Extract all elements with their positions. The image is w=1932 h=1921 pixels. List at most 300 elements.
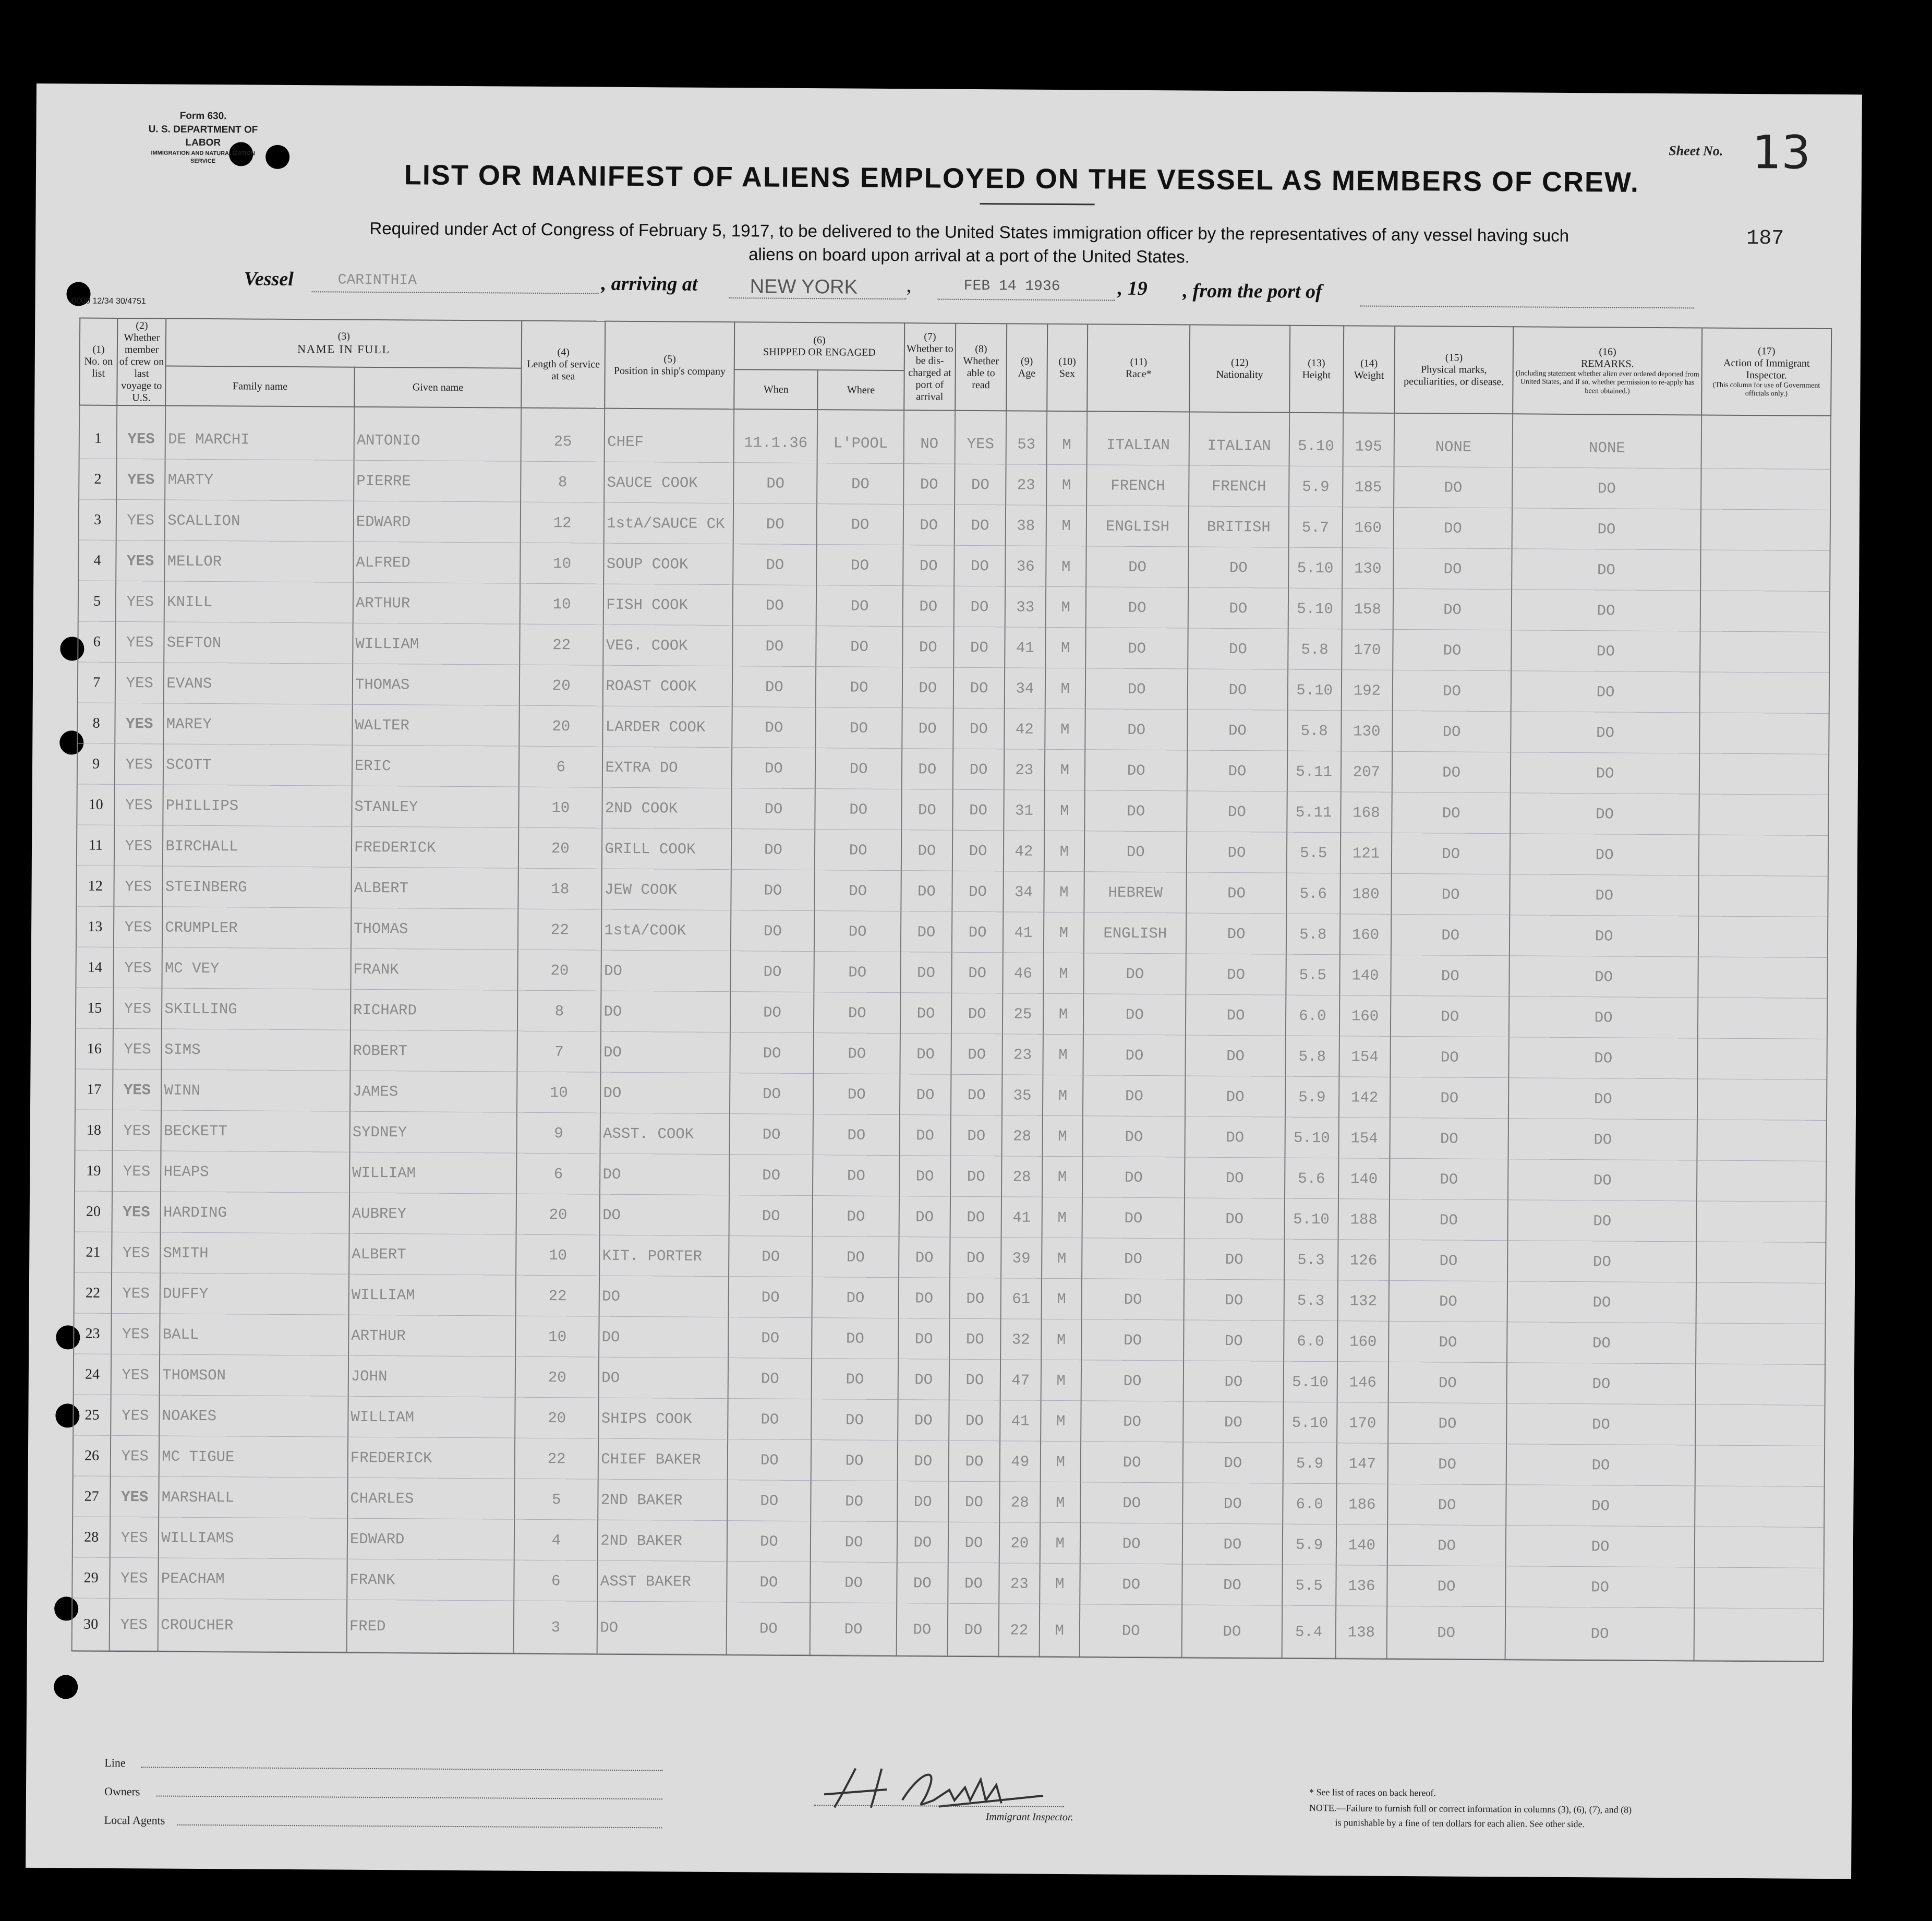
nationality-cell: DO bbox=[1182, 1523, 1283, 1565]
col-service-header: (4) Length of service at sea bbox=[521, 321, 605, 409]
remarks-cell: DO bbox=[1508, 1119, 1697, 1160]
able-to-read-cell: DO bbox=[949, 1400, 1000, 1442]
position-cell: GRILL COOK bbox=[602, 829, 731, 870]
to-be-discharged-cell: DO bbox=[903, 505, 955, 546]
crew-status-cell: YES bbox=[114, 907, 162, 948]
weight-cell: 126 bbox=[1338, 1240, 1390, 1281]
punch-hole bbox=[265, 145, 289, 169]
nationality-cell: DO bbox=[1186, 994, 1286, 1036]
able-to-read-cell: DO bbox=[954, 586, 1006, 628]
position-cell: JEW COOK bbox=[602, 869, 731, 911]
physical-marks-cell: DO bbox=[1390, 1077, 1509, 1119]
family-name-cell: SMITH bbox=[160, 1232, 349, 1274]
age-cell: 53 bbox=[1006, 424, 1047, 464]
family-name-cell: MELLOR bbox=[164, 541, 353, 583]
row-number-cell: 3 bbox=[79, 500, 117, 541]
given-name-cell: ARTHUR bbox=[353, 583, 521, 625]
able-to-read-cell: DO bbox=[949, 1360, 1001, 1401]
crew-status-cell: YES bbox=[115, 663, 164, 704]
shipped-when-cell: DO bbox=[731, 829, 815, 870]
sex-cell: M bbox=[1040, 1482, 1081, 1523]
length-of-service-cell: 20 bbox=[515, 1398, 599, 1439]
weight-cell: 142 bbox=[1339, 1077, 1391, 1118]
age-cell: 47 bbox=[1000, 1360, 1041, 1400]
physical-marks-cell: DO bbox=[1387, 1484, 1506, 1526]
physical-marks-cell: DO bbox=[1390, 1199, 1508, 1241]
to-be-discharged-cell: DO bbox=[896, 1603, 948, 1656]
age-cell: 20 bbox=[999, 1522, 1040, 1563]
shipped-where-cell: DO bbox=[815, 748, 902, 789]
inspector-action-cell bbox=[1698, 875, 1828, 917]
given-name-cell: FRANK bbox=[351, 949, 518, 991]
weight-cell: 138 bbox=[1335, 1606, 1387, 1659]
weight-cell: 207 bbox=[1341, 751, 1393, 793]
line-field bbox=[141, 1767, 662, 1771]
from-label: , from the port of bbox=[1182, 280, 1322, 303]
crew-status-cell: YES bbox=[116, 622, 164, 663]
family-name-cell: PHILLIPS bbox=[163, 785, 352, 827]
able-to-read-cell: DO bbox=[950, 1115, 1002, 1157]
nationality-cell: DO bbox=[1187, 832, 1287, 873]
sex-cell: M bbox=[1042, 1116, 1083, 1157]
sex-cell: M bbox=[1043, 913, 1084, 953]
able-to-read-cell: DO bbox=[951, 953, 1003, 994]
position-cell: LARDER COOK bbox=[603, 706, 732, 748]
family-name-cell: KNILL bbox=[164, 582, 353, 623]
crew-status-cell: YES bbox=[114, 866, 163, 907]
col-race-header: (11) Race* bbox=[1087, 324, 1190, 412]
given-name-cell: WALTER bbox=[352, 705, 520, 747]
remarks-cell: DO bbox=[1506, 1444, 1695, 1486]
shipped-when-cell: DO bbox=[730, 1032, 814, 1074]
age-cell: 46 bbox=[1003, 953, 1043, 993]
length-of-service-cell: 20 bbox=[519, 706, 603, 747]
to-be-discharged-cell: DO bbox=[897, 1440, 949, 1482]
shipped-when-cell: DO bbox=[733, 585, 817, 626]
weight-cell: 185 bbox=[1343, 466, 1394, 508]
able-to-read-cell: DO bbox=[953, 627, 1005, 668]
able-to-read-cell: DO bbox=[948, 1522, 1000, 1564]
sex-cell: M bbox=[1039, 1604, 1080, 1657]
shipped-when-cell: DO bbox=[733, 503, 817, 545]
shipped-where-cell: DO bbox=[812, 1399, 898, 1440]
age-cell: 41 bbox=[1001, 1197, 1042, 1238]
inspector-action-cell bbox=[1696, 1364, 1826, 1406]
physical-marks-cell: DO bbox=[1392, 711, 1511, 752]
shipped-when-cell: DO bbox=[732, 666, 816, 707]
to-be-discharged-cell: DO bbox=[900, 952, 952, 993]
physical-marks-cell: DO bbox=[1393, 670, 1512, 712]
col-no-header: (1) No. on list bbox=[79, 318, 117, 405]
family-name-cell: WILLIAMS bbox=[159, 1517, 347, 1559]
to-be-discharged-cell: DO bbox=[898, 1318, 950, 1360]
remarks-cell: DO bbox=[1511, 630, 1700, 672]
crew-status-cell: YES bbox=[113, 1070, 161, 1111]
sex-cell: M bbox=[1044, 831, 1084, 872]
given-name-cell: ERIC bbox=[352, 746, 520, 787]
shipped-where-cell: DO bbox=[817, 545, 903, 586]
able-to-read-cell: DO bbox=[955, 505, 1006, 546]
physical-marks-cell: DO bbox=[1390, 1037, 1509, 1078]
to-be-discharged-cell: NO bbox=[903, 423, 955, 464]
to-be-discharged-cell: DO bbox=[901, 871, 952, 912]
given-name-cell: CHARLES bbox=[347, 1478, 515, 1520]
sex-cell: M bbox=[1046, 546, 1086, 587]
shipped-where-cell: DO bbox=[813, 1155, 899, 1196]
race-cell: ENGLISH bbox=[1084, 913, 1187, 954]
fine-note-1: NOTE.—Failure to furnish full or correct information in columns (3), (6), (7), and (8) bbox=[1309, 1802, 1632, 1815]
length-of-service-cell: 18 bbox=[518, 869, 602, 910]
crew-status-cell: YES bbox=[111, 1395, 159, 1436]
able-to-read-cell: DO bbox=[953, 709, 1005, 750]
family-name-cell: SEFTON bbox=[164, 622, 353, 664]
crew-status-cell: YES bbox=[114, 825, 163, 867]
height-cell: 5.10 bbox=[1283, 1362, 1337, 1403]
shipped-where-cell: DO bbox=[816, 707, 902, 749]
weight-cell: 140 bbox=[1338, 1158, 1390, 1199]
shipped-when-cell: DO bbox=[732, 748, 816, 789]
col-remarks-header: (16) REMARKS. (Including statement whether alien ever ordered deported from United States, and if so, whether permission to re-apply has been obtained.) bbox=[1513, 327, 1702, 415]
height-cell: 5.11 bbox=[1287, 792, 1341, 833]
department-name: U. S. DEPARTMENT OF LABOR bbox=[148, 123, 258, 149]
row-number-cell: 30 bbox=[72, 1598, 110, 1651]
height-cell: 5.8 bbox=[1288, 629, 1342, 670]
race-cell: DO bbox=[1080, 1523, 1183, 1564]
race-cell: DO bbox=[1081, 1319, 1184, 1361]
physical-marks-cell: DO bbox=[1391, 874, 1510, 915]
sex-cell: M bbox=[1045, 668, 1085, 709]
length-of-service-cell: 3 bbox=[514, 1601, 598, 1654]
shipped-when-cell: DO bbox=[728, 1317, 812, 1359]
to-be-discharged-cell: DO bbox=[900, 1074, 951, 1115]
weight-cell: 147 bbox=[1336, 1443, 1388, 1484]
remarks-cell: DO bbox=[1507, 1241, 1696, 1282]
sex-cell: M bbox=[1046, 465, 1087, 506]
crew-status-cell: YES bbox=[115, 744, 163, 785]
position-cell: DO bbox=[601, 991, 730, 1033]
given-name-cell: THOMAS bbox=[353, 664, 520, 706]
nationality-cell: DO bbox=[1187, 791, 1287, 833]
row-number-cell: 14 bbox=[76, 947, 114, 988]
shipped-where-cell: DO bbox=[815, 789, 902, 830]
remarks-cell: DO bbox=[1506, 1566, 1695, 1608]
inspector-action-cell bbox=[1698, 916, 1828, 958]
race-cell: ITALIAN bbox=[1087, 424, 1190, 465]
family-name-cell: PEACHAM bbox=[159, 1558, 347, 1600]
line-label: Line bbox=[104, 1756, 126, 1770]
sex-cell: M bbox=[1043, 994, 1083, 1035]
row-number-cell: 1 bbox=[79, 418, 117, 459]
to-be-discharged-cell: DO bbox=[902, 667, 954, 709]
length-of-service-cell: 6 bbox=[514, 1560, 598, 1602]
length-of-service-cell: 22 bbox=[520, 625, 603, 666]
remarks-cell: DO bbox=[1507, 1363, 1696, 1404]
sex-cell: M bbox=[1042, 1197, 1082, 1238]
crew-status-cell: YES bbox=[112, 1232, 160, 1274]
age-cell: 34 bbox=[1003, 871, 1044, 912]
height-cell: 5.5 bbox=[1286, 955, 1340, 996]
race-cell: DO bbox=[1082, 1157, 1185, 1198]
inspector-action-cell bbox=[1700, 550, 1830, 592]
nationality-cell: DO bbox=[1185, 1198, 1285, 1239]
height-cell: 5.3 bbox=[1284, 1280, 1338, 1322]
crew-status-cell: YES bbox=[110, 1558, 159, 1599]
weight-cell: 130 bbox=[1342, 548, 1394, 589]
col-action-header: (17) Action of Immigrant Inspector. (This column for use of Government officials only.) bbox=[1701, 328, 1831, 416]
given-name-cell: FRANK bbox=[347, 1559, 514, 1601]
physical-marks-cell: DO bbox=[1391, 996, 1510, 1037]
sex-cell: M bbox=[1043, 953, 1084, 994]
shipped-when-cell: DO bbox=[729, 1155, 813, 1196]
to-be-discharged-cell: DO bbox=[900, 1034, 951, 1075]
given-name-cell: JAMES bbox=[350, 1071, 517, 1113]
remarks-cell: DO bbox=[1507, 1322, 1696, 1364]
shipped-when-cell: DO bbox=[731, 951, 815, 992]
given-name-cell: EDWARD bbox=[347, 1519, 515, 1560]
length-of-service-cell: 10 bbox=[517, 1072, 601, 1113]
crew-status-cell: YES bbox=[110, 1517, 159, 1558]
shipped-when-cell: DO bbox=[730, 992, 814, 1033]
inspector-action-cell bbox=[1700, 673, 1830, 714]
age-cell: 32 bbox=[1000, 1319, 1041, 1360]
weight-cell: 168 bbox=[1341, 792, 1392, 833]
able-to-read-cell: YES bbox=[955, 424, 1007, 465]
length-of-service-cell: 10 bbox=[519, 787, 603, 829]
shipped-where-cell: DO bbox=[816, 585, 903, 627]
inspector-action-cell bbox=[1698, 957, 1828, 999]
inspector-action-cell bbox=[1694, 1567, 1824, 1609]
manifest-rows bbox=[72, 405, 1831, 1662]
shipped-when-cell: DO bbox=[729, 1195, 813, 1236]
nationality-cell: FRENCH bbox=[1189, 466, 1289, 507]
length-of-service-cell: 22 bbox=[515, 1438, 599, 1480]
year-label: , 19 bbox=[1117, 277, 1148, 300]
given-name-cell: ARTHUR bbox=[348, 1315, 516, 1357]
row-number-cell: 20 bbox=[75, 1191, 113, 1232]
age-cell: 39 bbox=[1001, 1238, 1042, 1278]
nationality-cell: DO bbox=[1186, 1035, 1286, 1076]
title-divider bbox=[980, 203, 1095, 205]
row-number-cell: 29 bbox=[72, 1557, 110, 1598]
position-cell: ASST. COOK bbox=[600, 1113, 730, 1155]
row-number-cell: 17 bbox=[75, 1069, 113, 1110]
able-to-read-cell: DO bbox=[951, 1075, 1003, 1116]
shipped-when-cell: DO bbox=[732, 788, 816, 830]
row-number-cell: 27 bbox=[73, 1476, 111, 1517]
nationality-cell: BRITISH bbox=[1189, 507, 1289, 548]
inspector-action-cell bbox=[1696, 1323, 1826, 1365]
print-code: 0000 12/34 30/4751 bbox=[71, 296, 146, 306]
age-cell: 23 bbox=[1003, 1034, 1043, 1075]
race-cell: DO bbox=[1082, 1279, 1185, 1320]
able-to-read-cell: DO bbox=[949, 1441, 1000, 1482]
agents-label: Local Agents bbox=[104, 1813, 165, 1827]
family-name-cell: SIMS bbox=[162, 1029, 351, 1071]
sex-cell: M bbox=[1045, 628, 1086, 668]
given-name-cell: ALBERT bbox=[351, 868, 518, 909]
to-be-discharged-cell: DO bbox=[902, 708, 953, 749]
length-of-service-cell: 6 bbox=[519, 747, 603, 788]
crew-status-cell: YES bbox=[111, 1354, 160, 1396]
remarks-cell: DO bbox=[1512, 590, 1700, 631]
family-name-cell: CROUCHER bbox=[158, 1599, 347, 1652]
age-cell: 28 bbox=[1002, 1115, 1043, 1156]
family-name-cell: SKILLING bbox=[162, 989, 351, 1030]
races-note: * See list of races on back hereof. bbox=[1309, 1786, 1436, 1798]
shipped-where-cell: DO bbox=[810, 1603, 897, 1656]
race-cell: DO bbox=[1083, 953, 1186, 994]
position-cell: EXTRA DO bbox=[602, 747, 732, 789]
page-number: 187 bbox=[1746, 227, 1784, 251]
race-cell: DO bbox=[1085, 709, 1188, 750]
weight-cell: 158 bbox=[1342, 589, 1393, 630]
inspector-action-cell bbox=[1695, 1445, 1825, 1487]
row-number-cell: 18 bbox=[75, 1110, 113, 1150]
age-cell: 41 bbox=[1005, 627, 1045, 668]
col-age-header: (9) Age bbox=[1006, 323, 1047, 411]
length-of-service-cell: 20 bbox=[518, 950, 602, 991]
height-cell: 5.4 bbox=[1282, 1606, 1336, 1659]
crew-status-cell: YES bbox=[116, 459, 165, 500]
able-to-read-cell: DO bbox=[952, 831, 1004, 872]
from-line bbox=[1360, 306, 1694, 309]
position-cell: KIT. PORTER bbox=[599, 1235, 729, 1277]
race-cell: DO bbox=[1083, 994, 1186, 1035]
inspector-action-cell bbox=[1695, 1404, 1825, 1446]
crew-status-cell: YES bbox=[112, 1192, 161, 1233]
given-name-cell: FREDERICK bbox=[352, 827, 519, 869]
family-name-cell: STEINBERG bbox=[163, 867, 352, 908]
physical-marks-cell: DO bbox=[1388, 1403, 1507, 1444]
crew-status-cell: YES bbox=[116, 500, 165, 541]
physical-marks-cell: DO bbox=[1393, 589, 1512, 630]
weight-cell: 160 bbox=[1342, 507, 1394, 548]
family-name-cell: HEAPS bbox=[161, 1151, 349, 1193]
remarks-cell: DO bbox=[1511, 752, 1699, 794]
family-name-cell: MAREY bbox=[164, 704, 353, 746]
crew-status-cell: YES bbox=[110, 1599, 159, 1652]
family-name-cell: SCALLION bbox=[165, 500, 354, 542]
sex-cell: M bbox=[1042, 1238, 1082, 1279]
able-to-read-cell: DO bbox=[948, 1604, 999, 1657]
race-cell: HEBREW bbox=[1084, 872, 1187, 913]
to-be-discharged-cell: DO bbox=[903, 464, 955, 505]
subtitle-line-1: Required under Act of Congress of February 5, 1917, to be delivered to the United States immigration officer by the representatives of any vessel having such bbox=[369, 218, 1569, 245]
position-cell: ROAST COOK bbox=[603, 666, 732, 707]
height-cell: 5.10 bbox=[1284, 1199, 1338, 1240]
height-cell: 5.9 bbox=[1282, 1524, 1336, 1566]
shipped-when-cell: DO bbox=[727, 1602, 811, 1655]
to-be-discharged-cell: DO bbox=[899, 1196, 950, 1238]
punch-hole bbox=[54, 1675, 78, 1699]
shipped-where-cell: DO bbox=[816, 667, 902, 708]
race-cell: FRENCH bbox=[1086, 465, 1189, 506]
given-name-cell: FREDERICK bbox=[348, 1437, 515, 1479]
able-to-read-cell: DO bbox=[948, 1563, 999, 1604]
sex-cell: M bbox=[1044, 750, 1085, 790]
sex-cell: M bbox=[1040, 1442, 1081, 1482]
inspector-action-cell bbox=[1696, 1201, 1826, 1243]
race-cell: DO bbox=[1086, 587, 1189, 628]
age-cell: 31 bbox=[1004, 790, 1044, 831]
shipped-where-cell: DO bbox=[817, 463, 904, 505]
position-cell: FISH COOK bbox=[603, 584, 733, 626]
position-cell: SOUP COOK bbox=[604, 544, 733, 585]
owners-field bbox=[156, 1795, 662, 1799]
to-be-discharged-cell: DO bbox=[903, 545, 955, 586]
shipped-when-cell: DO bbox=[730, 1073, 814, 1114]
vessel-line bbox=[312, 291, 599, 294]
inspector-action-cell bbox=[1698, 998, 1828, 1039]
sex-cell: M bbox=[1044, 790, 1085, 831]
length-of-service-cell: 10 bbox=[516, 1235, 600, 1276]
height-cell: 5.10 bbox=[1285, 1118, 1339, 1159]
nationality-cell: DO bbox=[1188, 588, 1288, 629]
sex-cell: M bbox=[1041, 1360, 1081, 1401]
race-cell: DO bbox=[1085, 750, 1188, 791]
nationality-cell: ITALIAN bbox=[1189, 425, 1289, 466]
to-be-discharged-cell: DO bbox=[899, 1156, 951, 1197]
row-number-cell: 10 bbox=[77, 785, 115, 825]
family-name-cell: BIRCHALL bbox=[163, 826, 352, 868]
given-name-cell: WILLIAM bbox=[348, 1397, 515, 1438]
weight-cell: 132 bbox=[1337, 1280, 1389, 1322]
form-number: Form 630. bbox=[179, 110, 227, 122]
physical-marks-cell: NONE bbox=[1394, 426, 1513, 467]
able-to-read-cell: DO bbox=[952, 912, 1004, 953]
weight-cell: 170 bbox=[1342, 629, 1393, 670]
shipped-when-cell: DO bbox=[733, 626, 817, 667]
inspector-action-cell bbox=[1696, 1242, 1826, 1283]
family-name-cell: WINN bbox=[161, 1070, 350, 1111]
weight-cell: 154 bbox=[1339, 1036, 1391, 1077]
shipped-when-cell: DO bbox=[732, 707, 816, 748]
nationality-cell: DO bbox=[1183, 1442, 1283, 1483]
row-number-cell: 6 bbox=[78, 622, 116, 663]
crew-status-cell: YES bbox=[113, 988, 162, 1029]
remarks-cell: DO bbox=[1512, 508, 1701, 550]
age-cell: 49 bbox=[1000, 1441, 1041, 1482]
subtitle-line-2: aliens on board upon arrival at a port of the United States. bbox=[748, 244, 1190, 267]
remarks-cell: DO bbox=[1507, 1281, 1696, 1323]
crew-status-cell: YES bbox=[117, 418, 165, 460]
given-name-cell: ALFRED bbox=[353, 542, 521, 584]
race-cell: DO bbox=[1081, 1401, 1184, 1442]
age-cell: 23 bbox=[1006, 464, 1046, 505]
shipped-where-cell: DO bbox=[813, 1074, 900, 1115]
inspector-action-cell bbox=[1699, 794, 1829, 836]
row-number-cell: 25 bbox=[73, 1395, 111, 1435]
crew-status-cell: YES bbox=[111, 1436, 159, 1477]
race-cell: DO bbox=[1084, 831, 1187, 872]
arriving-label: , arriving at bbox=[601, 272, 698, 295]
to-be-discharged-cell: DO bbox=[898, 1278, 950, 1319]
sex-cell: M bbox=[1046, 424, 1087, 465]
age-cell: 41 bbox=[1000, 1400, 1041, 1441]
weight-cell: 136 bbox=[1336, 1565, 1387, 1606]
weight-cell: 170 bbox=[1337, 1402, 1388, 1444]
row-number-cell: 4 bbox=[78, 541, 116, 581]
given-name-cell: FRED bbox=[347, 1600, 514, 1654]
position-cell: SAUCE COOK bbox=[604, 462, 733, 504]
nationality-cell: DO bbox=[1184, 1320, 1284, 1361]
inspector-action-cell bbox=[1695, 1527, 1825, 1568]
able-to-read-cell: DO bbox=[953, 749, 1005, 790]
col-given-header: Given name bbox=[354, 367, 522, 408]
to-be-discharged-cell: DO bbox=[901, 830, 953, 871]
remarks-cell: DO bbox=[1510, 874, 1699, 916]
length-of-service-cell: 22 bbox=[518, 909, 602, 951]
